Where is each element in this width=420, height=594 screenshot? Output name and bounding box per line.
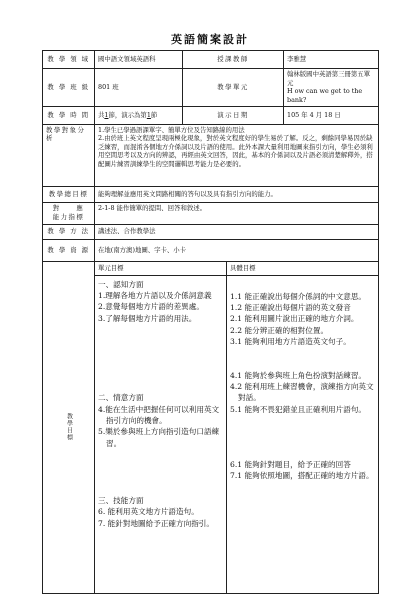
list-item: 1.1 能正確說出每個介係詞的中文意思。	[230, 291, 367, 301]
date-label: 演示日期	[183, 106, 284, 124]
list-item: 3.1 能夠利用地方片語造英文句子。	[230, 337, 351, 347]
ability-label-line2: 能力指標	[52, 213, 85, 222]
goal-value: 能夠理解並應用英文問路相關的答句以及具有指引方向的能力。	[95, 186, 379, 202]
unit-objectives-body	[95, 275, 227, 593]
list-item: 3.了解每個地方片語的用法。	[98, 313, 197, 323]
field-value: 國中語文領域英語科	[95, 51, 183, 69]
list-item: 5.1 能夠不畏犯錯並且正確利用片語句。	[230, 404, 367, 414]
date-value: 105 年 4 月 18 日	[284, 106, 379, 124]
analysis-item: 2.由於班上英文程度呈現兩極化現象，對於英文程度好的學生易於了解。反之，剩餘同學易因於缺乏練習，而混淆各個地方介係詞以及片語的使用。此外本課大量利用地圖來指引方向，學生必須利用空間思考以及方向的辨認，再經由英文回答，因此，基本的介係詞以及片語必須清楚解釋外，搭配圖片練習訓練學生的空間邏輯思考能力是必要的。	[98, 134, 373, 169]
ability-label-line1: 對 應	[52, 204, 85, 213]
time-nth: 1	[146, 110, 151, 119]
time-suffix: 節	[150, 110, 158, 119]
list-item: 4.1 能夠於參與班上角色扮演對話練習。	[230, 370, 367, 380]
time-value	[95, 106, 183, 124]
class-value: 801 班	[95, 69, 183, 107]
class-label: 教 學 班 級	[43, 69, 95, 107]
lesson-plan-table	[42, 50, 379, 594]
time-prefix: 共	[98, 110, 105, 119]
teacher-value: 李雅慧	[284, 51, 379, 69]
unit-label: 教學單元	[183, 69, 284, 107]
list-item: 2.1 能利用圖片說出正確的地方介詞。	[230, 314, 359, 324]
analysis-item: 1.學生已學過語課單字、簡單方位及告知路線的用法	[98, 125, 245, 134]
ability-label	[43, 202, 95, 224]
time-label: 教 學 時 間	[43, 106, 95, 124]
list-item: 1.理解各地方片語以及介係詞意義	[98, 290, 212, 300]
specific-objectives-body	[227, 275, 379, 593]
analysis-value	[95, 124, 379, 186]
list-item: 6. 能利用英文地方片語造句。	[98, 507, 199, 517]
time-total: 1	[104, 110, 109, 119]
resources-label: 教 學 資 源	[43, 239, 95, 261]
analysis-label-line2: 析	[46, 134, 54, 143]
time-mid: 節，演示為第	[108, 110, 147, 119]
specific-objectives-header: 具體目標	[227, 261, 379, 275]
list-item: 7. 能針對地圖給予正確方向指引。	[98, 518, 214, 528]
ability-value: 2-1-8 能作簡單的提問、回答和敘述。	[95, 202, 379, 224]
unit-value	[284, 69, 379, 107]
section-heading: 一、認知方面	[98, 279, 144, 289]
list-item: 6.1 能夠針對題目，給予正確的回答	[230, 460, 351, 470]
field-label: 教 學 領 域	[43, 51, 95, 69]
unit-line1: 翰林版國中英語第三冊第五單元	[287, 70, 371, 87]
list-item: 4.能在生活中把握任何可以利用英文指引方向的機會。	[98, 404, 220, 425]
page-title: 英語簡案設計	[171, 33, 249, 46]
resources-value: 在地(南方澳)地圖、字卡、小卡	[95, 239, 379, 261]
analysis-label-line1: 教學對象分	[46, 125, 86, 134]
list-item: 2.2 能分辨正確的相對位置。	[230, 325, 329, 335]
list-item: 7.1 能夠依照地圖，搭配正確的地方片語。	[230, 471, 374, 481]
section-heading: 二、情意方面	[98, 393, 144, 403]
goal-label: 教學總目標	[43, 186, 95, 202]
unit-line2: H ow can we get to the bank?	[287, 87, 363, 104]
objectives-side-label: 教學目標	[43, 261, 95, 593]
list-item: 1.2 能正確說出每個片語的英文發音	[230, 302, 351, 312]
method-value: 講述法、合作教學法	[95, 224, 379, 239]
method-label: 教 學 方 法	[43, 224, 95, 239]
analysis-label	[43, 124, 95, 186]
list-item: 5.樂於參與班上方向指引造句口語練習。	[98, 427, 220, 448]
section-heading: 三、技能方面	[98, 496, 144, 506]
list-item: 2.意覺每個地方片語的差異處。	[98, 302, 204, 312]
unit-objectives-header: 單元目標	[95, 261, 227, 275]
teacher-label: 授課教師	[183, 51, 284, 69]
list-item: 4.2 能利用班上練習機會，演練指方向英文對話。	[230, 381, 374, 403]
